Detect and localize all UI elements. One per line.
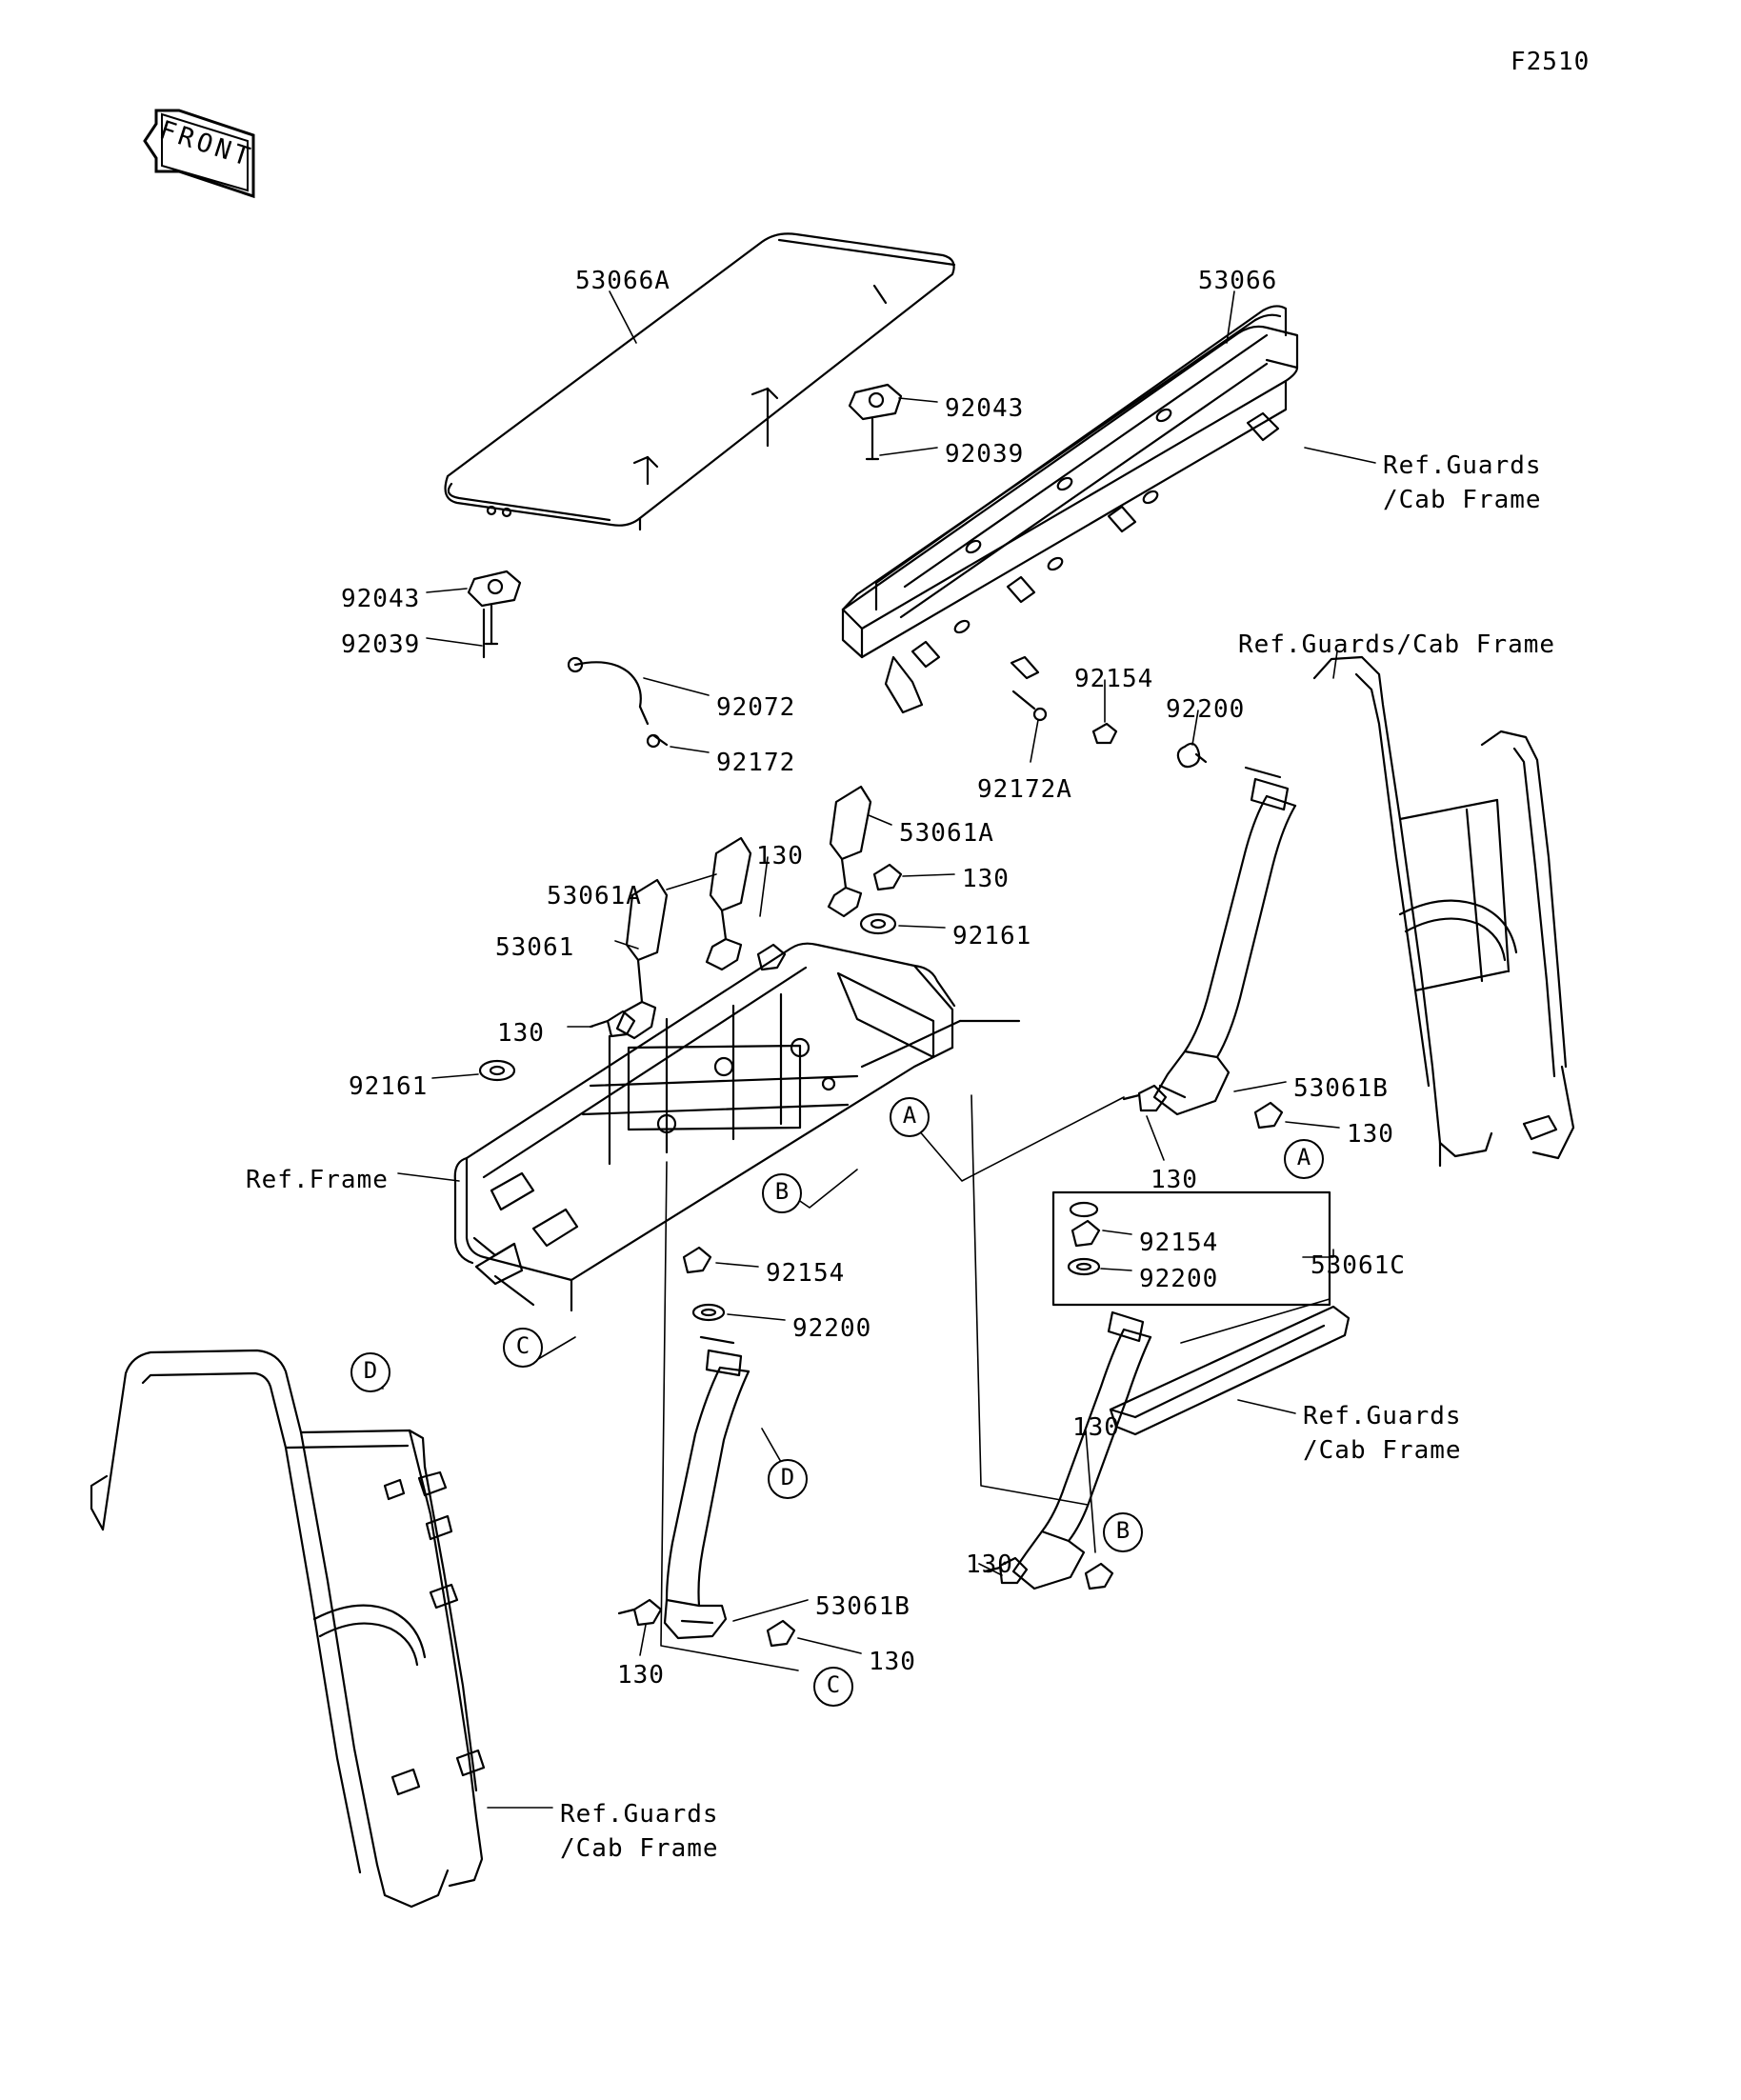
callout-circle: C: [503, 1328, 543, 1368]
part-label: 130: [869, 1648, 916, 1676]
part-label: 92200: [1139, 1265, 1219, 1293]
part-label: 53061B: [1293, 1074, 1389, 1103]
figure-code: F2510: [1511, 48, 1591, 76]
part-label: 53061B: [815, 1592, 911, 1621]
part-label: 92161: [349, 1072, 429, 1101]
part-label: 130: [962, 865, 1010, 893]
part-label: 92154: [1074, 665, 1154, 693]
part-label: 92154: [1139, 1229, 1219, 1257]
part-label: 92043: [341, 585, 421, 613]
part-label: 130: [617, 1661, 665, 1690]
part-label: 130: [756, 842, 804, 870]
part-label: 92200: [792, 1314, 872, 1343]
part-label: 92200: [1166, 695, 1246, 724]
part-label: 53061A: [547, 882, 642, 910]
part-label: 130: [966, 1550, 1013, 1579]
callout-circle: D: [768, 1459, 808, 1499]
callout-circle: B: [762, 1173, 802, 1213]
reference-label: Ref.Guards: [1383, 451, 1542, 480]
part-label: 92072: [716, 693, 796, 722]
part-label: 130: [1151, 1166, 1198, 1194]
reference-label: /Cab Frame: [1303, 1436, 1462, 1465]
reference-label: Ref.Guards/Cab Frame: [1238, 630, 1556, 659]
front-arrow-badge: [141, 103, 274, 208]
front-badge-label: FRONT: [155, 115, 257, 173]
part-label: 92172: [716, 749, 796, 777]
callout-circle: B: [1103, 1512, 1143, 1552]
part-label: 53061C: [1311, 1251, 1406, 1280]
part-label: 92154: [766, 1259, 846, 1288]
part-label: 130: [1072, 1413, 1120, 1442]
reference-label: Ref.Guards: [560, 1800, 719, 1829]
part-label: 53061: [495, 933, 575, 962]
callout-circle: D: [350, 1352, 390, 1392]
part-label: 53061A: [899, 819, 994, 848]
part-label: 92161: [952, 922, 1032, 950]
part-label: 92039: [341, 630, 421, 659]
part-label: 92172A: [977, 775, 1072, 804]
part-label: 92039: [945, 440, 1025, 469]
part-label: 53066A: [575, 267, 670, 295]
callout-circle: A: [890, 1097, 930, 1137]
part-label: 130: [1347, 1120, 1394, 1149]
part-label: 53066: [1198, 267, 1278, 295]
callout-circle: C: [813, 1667, 853, 1707]
part-label: 92043: [945, 394, 1025, 423]
reference-label: Ref.Guards: [1303, 1402, 1462, 1430]
reference-label: /Cab Frame: [560, 1834, 719, 1863]
part-label: 130: [497, 1019, 545, 1048]
reference-label: /Cab Frame: [1383, 486, 1542, 514]
callout-circle: A: [1284, 1139, 1324, 1179]
reference-label: Ref.Frame: [246, 1166, 389, 1194]
